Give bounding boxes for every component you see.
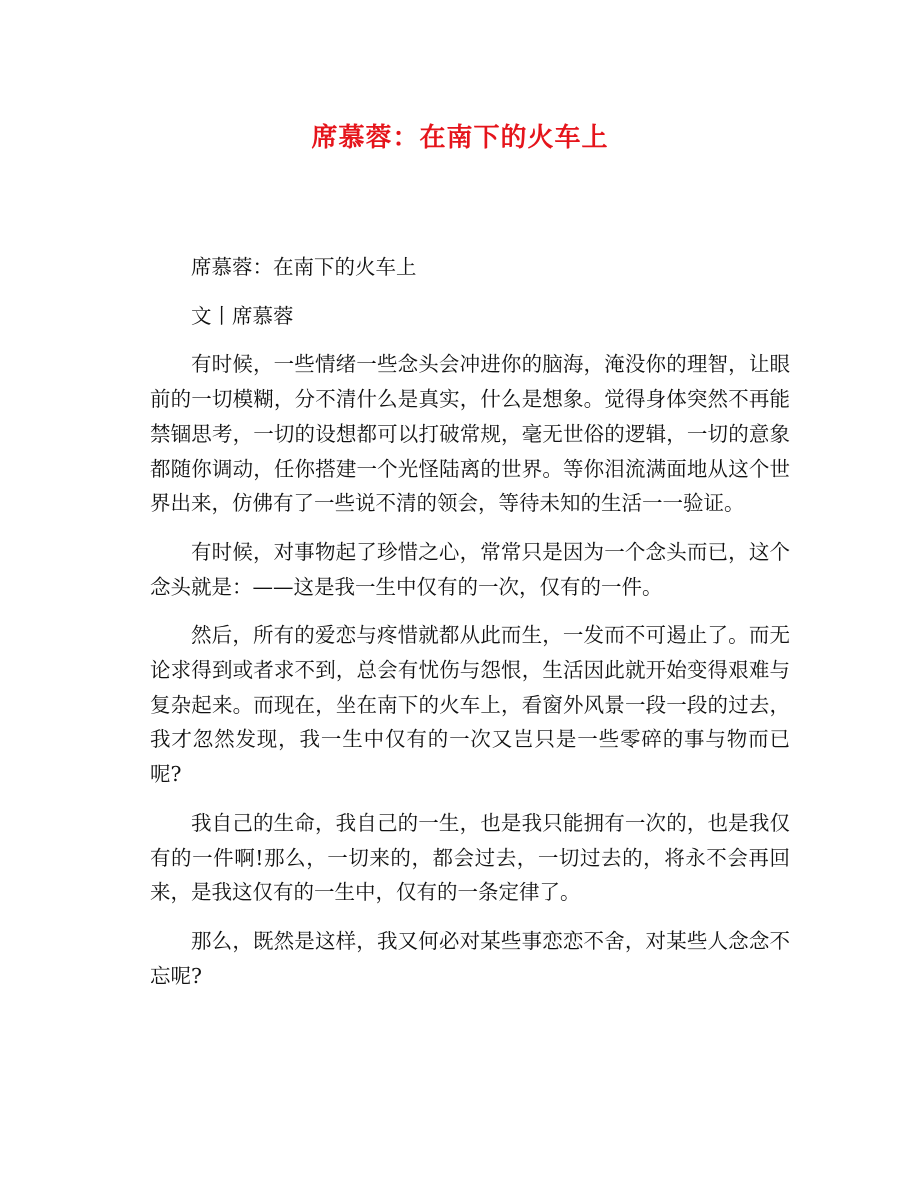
paragraph: 那么，既然是这样，我又何必对某些事恋恋不舍，对某些人念念不忘呢? [150,928,790,988]
paragraph: 有时候，对事物起了珍惜之心，常常只是因为一个念头而已，这个念头就是：——这是我一生中仅有的一次，仅有的一件。 [150,539,790,599]
paragraph: 然后，所有的爱恋与疼惜就都从此而生，一发而不可遏止了。而无论求得到或者求不到，总会有忧伤与怨恨，生活因此就开始变得艰难与复杂起来。而现在，坐在南下的火车上，看窗外风景一段一段的过去，我才忽然发现，我一生中仅有的一次又岂只是一些零碎的事与物而已呢? [150,623,790,787]
document-title: 席慕蓉：在南下的火车上 [311,123,609,153]
article-subtitle: 席慕蓉：在南下的火车上 [191,255,417,279]
article-byline: 文丨席慕蓉 [191,303,294,328]
paragraph: 我自己的生命，我自己的一生，也是我只能拥有一次的，也是我仅有的一件啊!那么，一切来的，都会过去，一切过去的，将永不会再回来，是我这仅有的一生中，仅有的一条定律了。 [150,810,790,905]
document-body [150,250,790,1007]
paragraph: 有时候，一些情绪一些念头会冲进你的脑海，淹没你的理智，让眼前的一切模糊，分不清什么是真实，什么是想象。觉得身体突然不再能禁锢思考，一切的设想都可以打破常规，毫无世俗的逻辑，一切的意象都随你调动，任你搭建一个光怪陆离的世界。等你泪流满面地从这个世界出来，仿佛有了一些说不清的领会，等待未知的生活一一验证。 [150,352,790,516]
